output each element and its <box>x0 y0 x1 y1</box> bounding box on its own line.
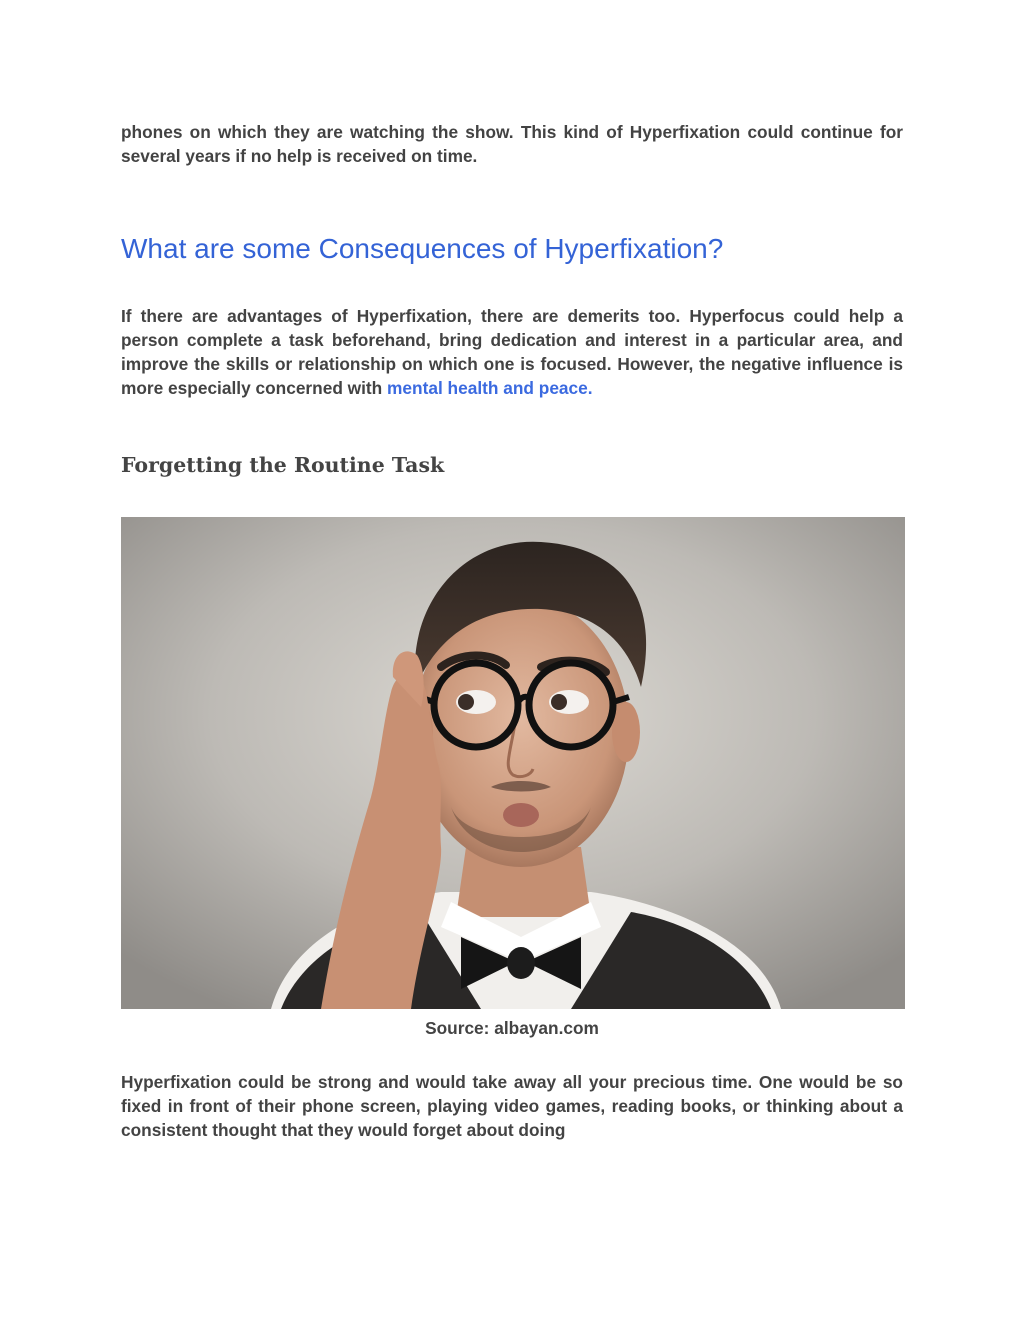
paragraph-consequences <box>121 304 903 400</box>
paragraph-consequences-text: If there are advantages of Hyperfixation, there are demerits too. Hyperfocus could help a person complete a task beforehand, bring dedication and interest in a particular area, and improve the skills or relationship on which one is focused. However, the negative influence is more especially concerned with <box>121 306 903 398</box>
figure-caption: Source: albayan.com <box>425 1018 599 1038</box>
heading-consequences: What are some Consequences of Hyperfixation? <box>121 233 724 264</box>
paragraph-top: phones on which they are watching the show. This kind of Hyperfixation could continue for several years if no help is received on time. <box>121 122 903 166</box>
document-page <box>121 120 903 1142</box>
figure-image <box>121 517 905 1009</box>
puzzled-man-illustration <box>121 517 905 1009</box>
mental-health-link[interactable]: mental health and peace. <box>387 378 593 398</box>
paragraph-bottom: Hyperfixation could be strong and would take away all your precious time. One would be so fixed in front of their phone screen, playing video games, reading books, or thinking about a consistent thought that they would forget about doing <box>121 1072 903 1140</box>
heading-forgetting-routine-task: Forgetting the Routine Task <box>121 453 445 477</box>
